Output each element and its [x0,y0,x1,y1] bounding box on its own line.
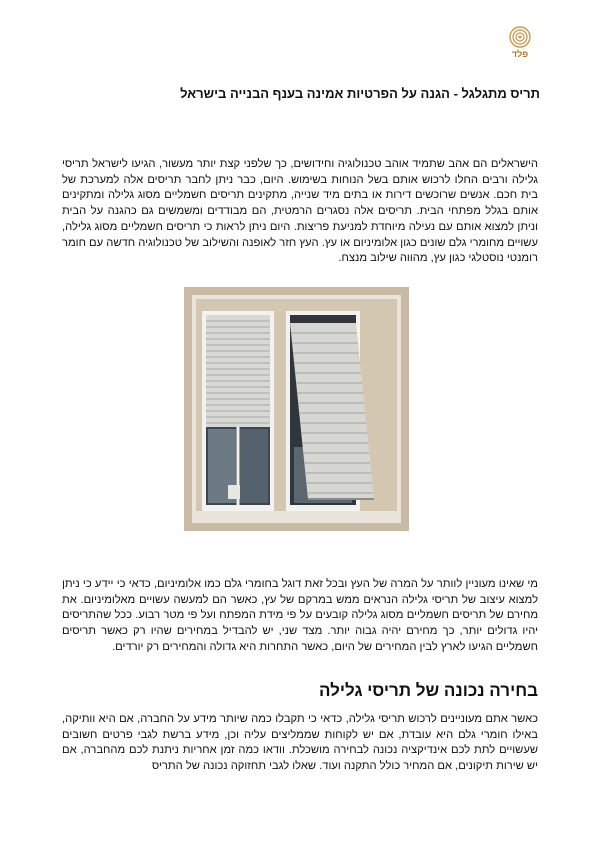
section-heading: בחירה נכונה של תריסי גלילה [319,681,538,700]
fingerprint-logo-icon [509,26,531,48]
page-title: תריס מתגלגל - הגנה על הפרטיות אמינה בענף הבנייה בישראל [180,86,540,101]
paragraph-intro: הישראלים הם אהב שתמיד אוהב טכנולוגיה וחידושים, כך שלפני קצת יותר מעשור, הגיעו לישראל תריסי גלילה ורבים החלו לרכוש אותם בשל הנוחות בשימוש. היום, כבר ניתן לחבר תריסים אלה למערכת של בית חכם. אנשים שרוכשים דירות או בתים מיד שנייה, מתקינים תריסים חשמליים מסוג גלילה ומתקינים אותם בגלל מפתחי הבית. תריסים אלה נסגרים הרמטית, הם מבודדים ומשמשים גם כהגנה על הבית וניתן למצוא אותם עם נעילה מיוחדת למניעת פריצות. היום ניתן לראות כי תריסים חשמליים מסוג גלילה, עשויים מחומרי גלם שונים כגון אלומיניום או עץ. העץ חזר לאופנה והשילוב של טכנולוגיה חדשה עם חומר רומנטי נוסטלגי כגון עץ, מהווה שילוב מנצח. [62,158,538,265]
paragraph-materials: מי שאינו מעוניין לוותר על המרה של העץ ובכל זאת דוגל בחומרי גלם כמו אלומיניום, כדאי כי יידע כי ניתן למצוא עיצוב של תריסי גלילה הנראים ממש במרקם של עץ, כאשר הם למעשה עשויים מאלומיניום. את מחירם של תריסים חשמליים מסוג גלילה קובעים על פי מידת המפתח ועל פי מטר רבוע. ככל שהתריסים יהיו גדולים יותר, כך מחירם יהיה גבוה יותר. מצד שני, יש להבדיל במחירים שהיו רק כאשר תריסים חשמליים הגיעו לארץ לבין המחירים של היום, כאשר התחרות היא גדולה והמחירים רק יורדים. [62,578,538,653]
paragraph-choice: כאשר אתם מעוניינים לרכוש תריסי גלילה, כדאי כי תקבלו כמה שיותר מידע על החברה, אם היא וותיקה, באילו חומרי גלם היא עובדת, אם יש לקוחות שממליצים עליה וכן, מידע ברשת לגבי פרטים חשובים שעשויים לתת לכם אינדיקציה נכונה לבחירה מושכלת. וודאו כמה זמן אחריות ניתנת לכם מהחברה, אם יש שירות תיקונים, אם המחיר כולל התקנה ועוד. שאלו לגבי תחזוקה נכונה של התריס [62,713,538,773]
company-logo[interactable] [505,26,535,62]
logo-text: פלד [511,49,529,59]
window-shutter-photo [184,287,409,531]
